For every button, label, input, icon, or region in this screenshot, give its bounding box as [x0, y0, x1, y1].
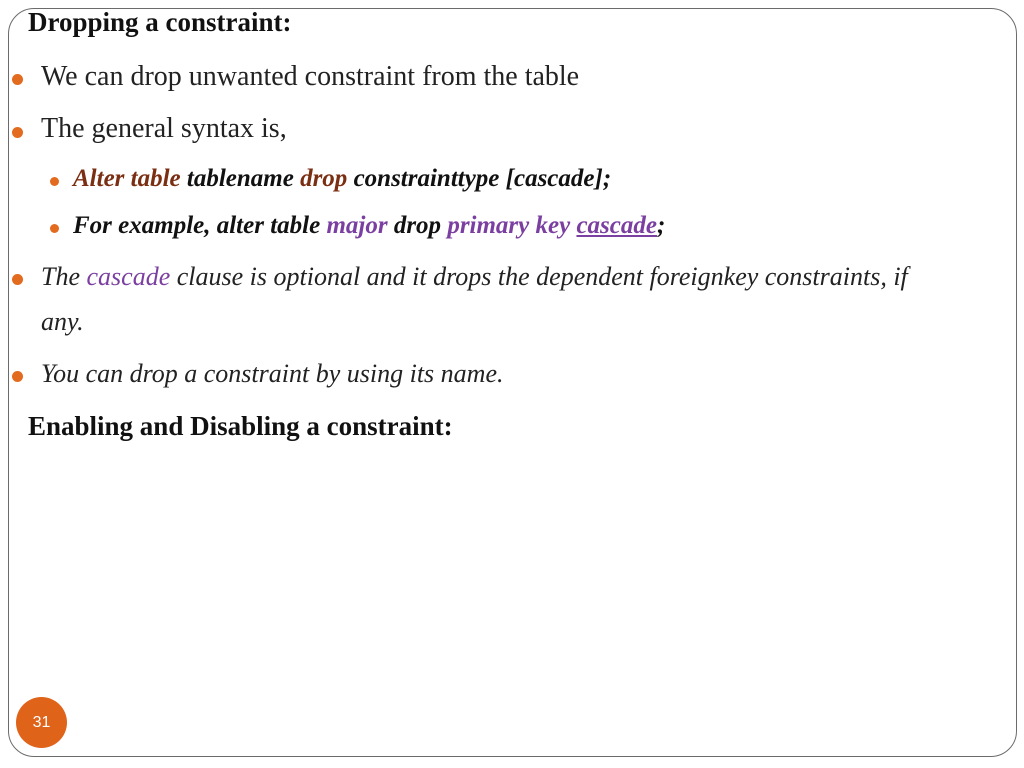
- bullet-dot: [12, 127, 23, 138]
- example-drop: drop: [387, 212, 448, 239]
- syntax-constrainttype: constrainttype [cascade];: [347, 165, 612, 192]
- example-major: major: [326, 212, 388, 239]
- slide-heading-dropping: Dropping a constraint:: [28, 7, 292, 37]
- example-primary-key: primary key: [447, 212, 571, 239]
- bullet-dot: [50, 177, 59, 186]
- example-semicolon: ;: [656, 212, 666, 239]
- cascade-note-keyword: cascade: [86, 262, 171, 291]
- cascade-note-text: clause is optional and it drops the dependent foreignkey constraints, if: [170, 262, 908, 291]
- bullet-drop-unwanted: We can drop unwanted constraint from the table: [41, 61, 580, 92]
- name-note: You can drop a constraint by using its name.: [41, 359, 504, 388]
- syntax-tablename: tablename: [180, 165, 301, 192]
- cascade-note-prefix: The: [41, 262, 87, 291]
- bullet-general-syntax: The general syntax is,: [41, 113, 287, 144]
- example-prefix: For example, alter table: [73, 212, 327, 239]
- bullet-dot: [12, 371, 23, 382]
- cascade-note-continuation: any.: [41, 307, 84, 336]
- syntax-drop: drop: [300, 165, 348, 192]
- slide-heading-enabling: Enabling and Disabling a constraint:: [28, 411, 453, 441]
- syntax-alter-table: Alter table: [73, 165, 181, 192]
- example-line: [73, 212, 665, 240]
- syntax-line: [73, 165, 611, 193]
- example-cascade: cascade: [576, 212, 657, 239]
- bullet-dot: [12, 74, 23, 85]
- cascade-note: [41, 262, 908, 292]
- bullet-dot: [50, 224, 59, 233]
- bullet-dot: [12, 274, 23, 285]
- page-number-badge: 31: [16, 697, 67, 748]
